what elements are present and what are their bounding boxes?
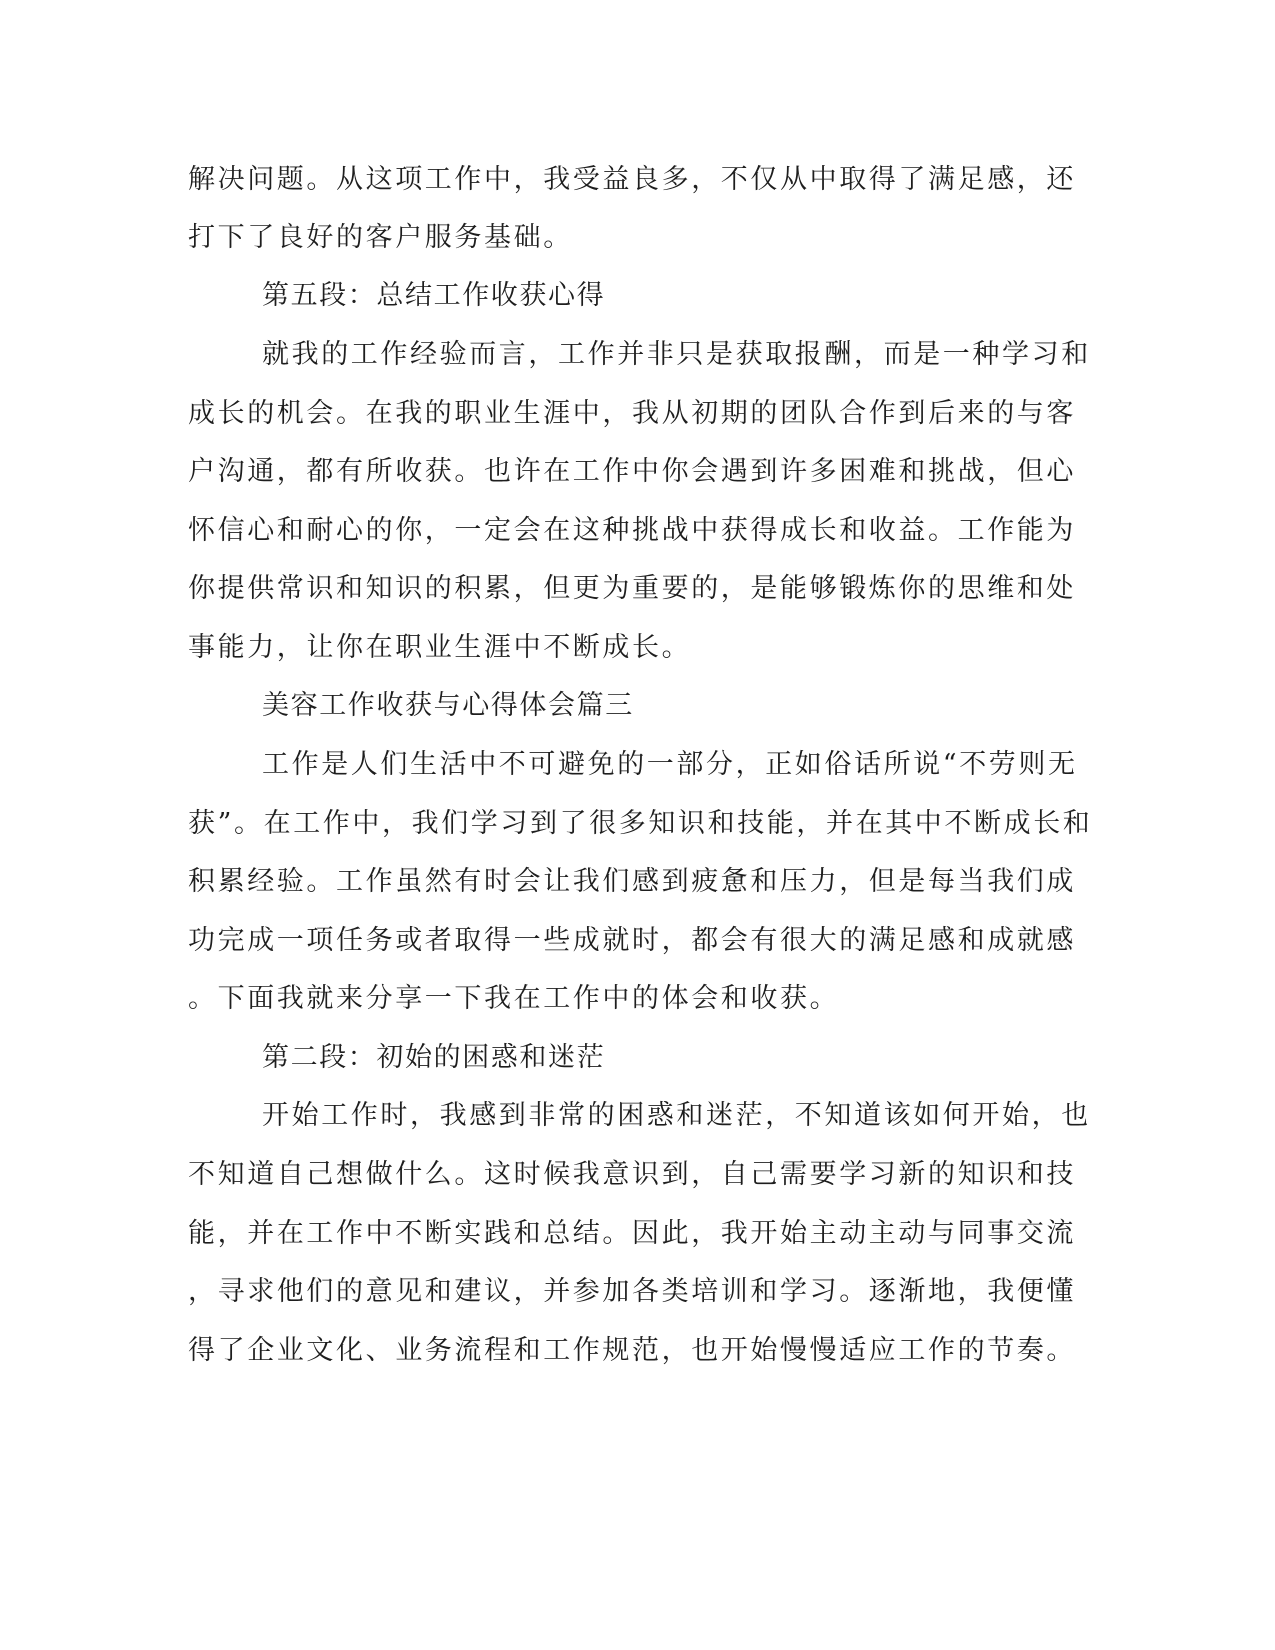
text-line: 能，并在工作中不断实践和总结。因此，我开始主动主动与同事交流 — [188, 1218, 1076, 1249]
text-line: 解决问题。从这项工作中，我受益良多，不仅从中取得了满足感，还 — [188, 164, 1076, 195]
text-line: 就我的工作经验而言，工作并非只是获取报酬，而是一种学习和 — [262, 339, 1091, 370]
text-line: ，寻求他们的意见和建议，并参加各类培训和学习。逐渐地，我便懂 — [188, 1276, 1076, 1307]
text-line: 成长的机会。在我的职业生涯中，我从初期的团队合作到后来的与客 — [188, 398, 1076, 429]
text-line: 不知道自己想做什么。这时候我意识到，自己需要学习新的知识和技 — [188, 1159, 1076, 1190]
text-line: 积累经验。工作虽然有时会让我们感到疲惫和压力，但是每当我们成 — [188, 866, 1076, 897]
text-line: 功完成一项任务或者取得一些成就时，都会有很大的满足感和成就感 — [188, 925, 1076, 956]
text-line: 怀信心和耐心的你，一定会在这种挑战中获得成长和收益。工作能为 — [188, 515, 1076, 546]
text-line: 获”。在工作中，我们学习到了很多知识和技能，并在其中不断成长和 — [188, 808, 1093, 839]
text-line: 得了企业文化、业务流程和工作规范，也开始慢慢适应工作的节奏。 — [188, 1335, 1076, 1366]
text-line: 事能力，让你在职业生涯中不断成长。 — [188, 632, 692, 663]
section-heading: 第二段：初始的困惑和迷茫 — [262, 1042, 606, 1073]
text-line: 工作是人们生活中不可避免的一部分，正如俗话所说“不劳则无 — [262, 749, 1078, 780]
section-heading: 第五段：总结工作收获心得 — [262, 280, 606, 311]
text-line: 开始工作时，我感到非常的困惑和迷茫，不知道该如何开始，也 — [262, 1100, 1091, 1131]
text-line: 户沟通，都有所收获。也许在工作中你会遇到许多困难和挑战，但心 — [188, 456, 1076, 487]
article-title: 美容工作收获与心得体会篇三 — [262, 690, 634, 721]
text-line: 。下面我就来分享一下我在工作中的体会和收获。 — [188, 983, 840, 1014]
text-line: 你提供常识和知识的积累，但更为重要的，是能够锻炼你的思维和处 — [188, 573, 1076, 604]
text-line: 打下了良好的客户服务基础。 — [188, 222, 573, 253]
